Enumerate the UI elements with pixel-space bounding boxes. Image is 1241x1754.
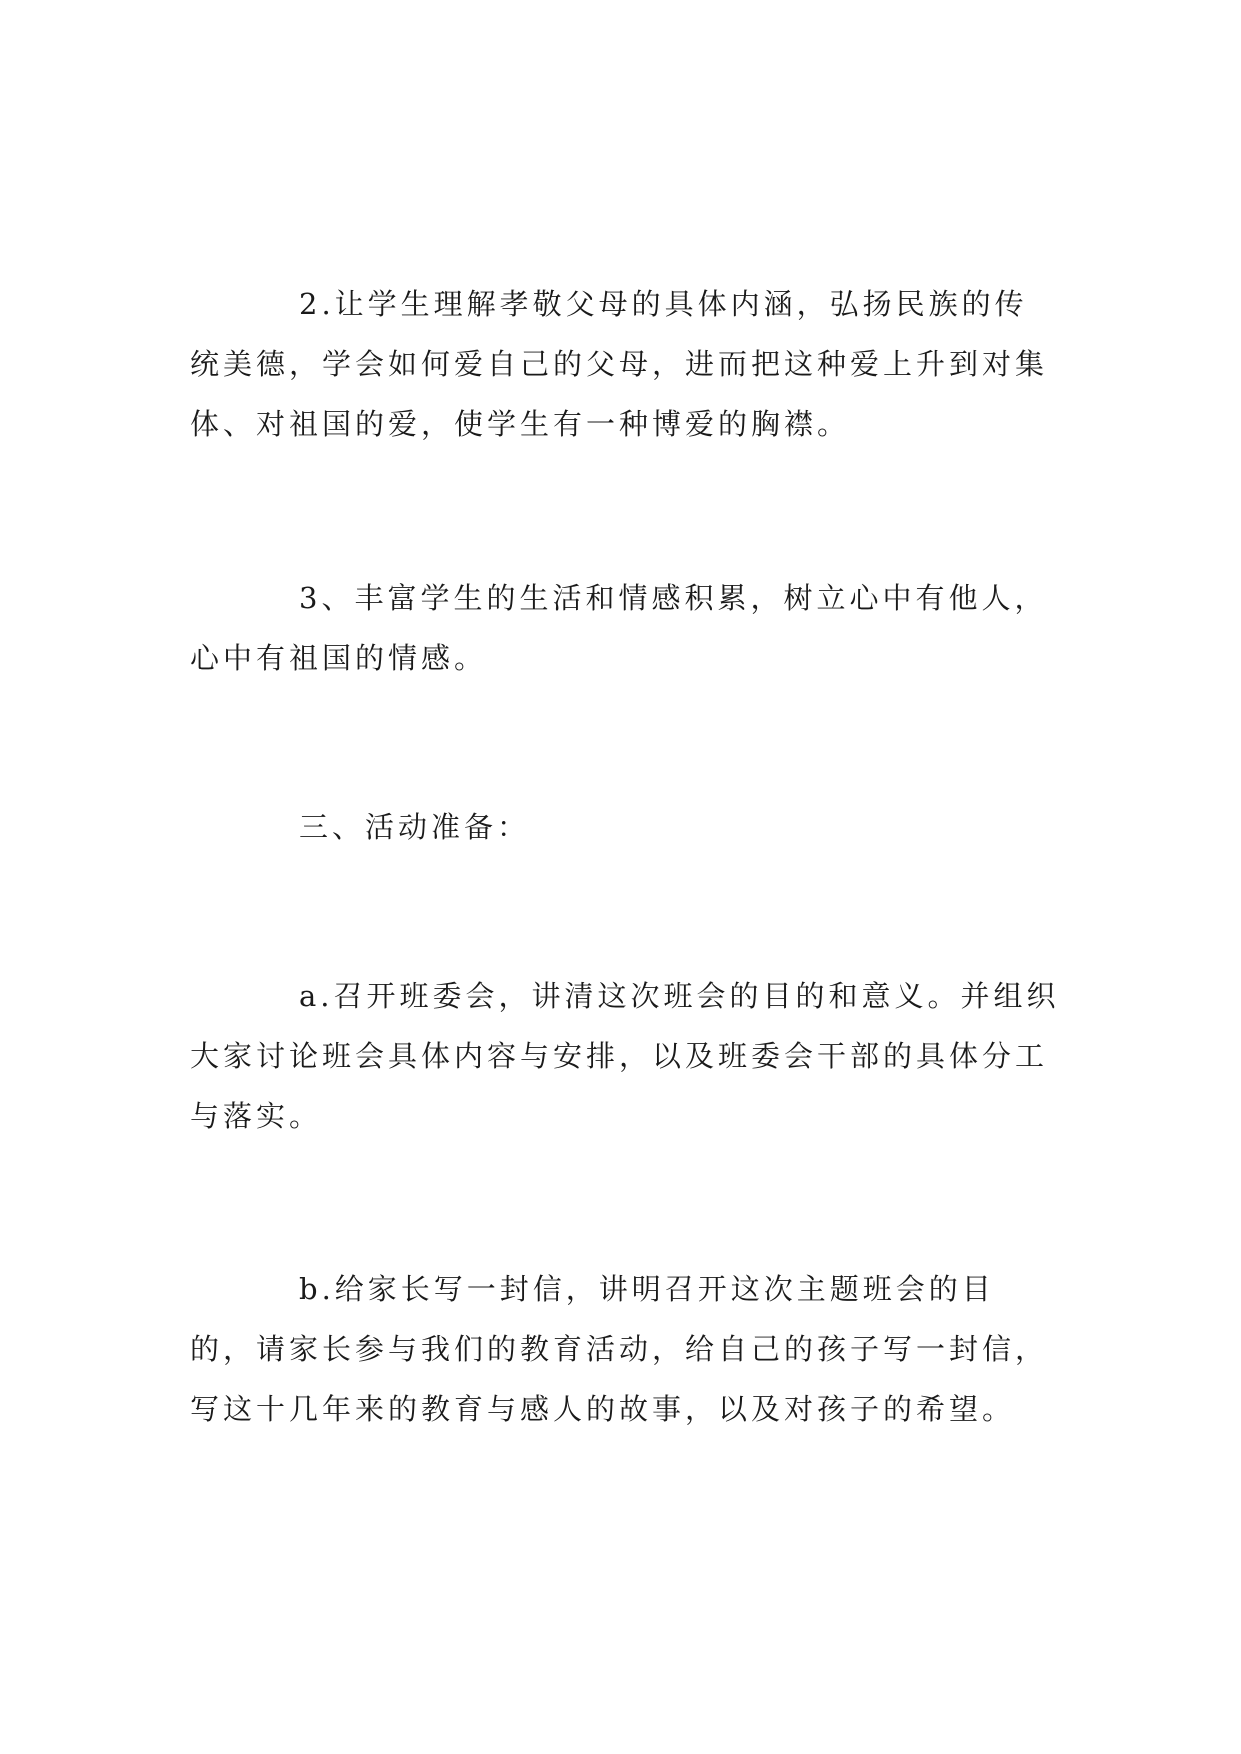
paragraph-prep-a: a.召开班委会，讲清这次班会的目的和意义。并组织大家讨论班会具体内容与安排，以及班委会干部的具体分工与落实。 xyxy=(190,979,1060,1133)
paragraph-prep-b: b.给家长写一封信，讲明召开这次主题班会的目的，请家长参与我们的教育活动，给自己的孩子写一封信，写这十几年来的教育与感人的故事，以及对孩子的希望。 xyxy=(190,1272,1049,1426)
paragraph-goal-3: 3、丰富学生的生活和情感积累，树立心中有他人，心中有祖国的情感。 xyxy=(190,581,1048,675)
paragraph-goal-2: 2.让学生理解孝敬父母的具体内涵，弘扬民族的传统美德，学会如何爱自己的父母，进而把这种爱上升到对集体、对祖国的爱，使学生有一种博爱的胸襟。 xyxy=(190,287,1049,441)
section-heading-preparation: 三、活动准备： xyxy=(299,810,531,844)
